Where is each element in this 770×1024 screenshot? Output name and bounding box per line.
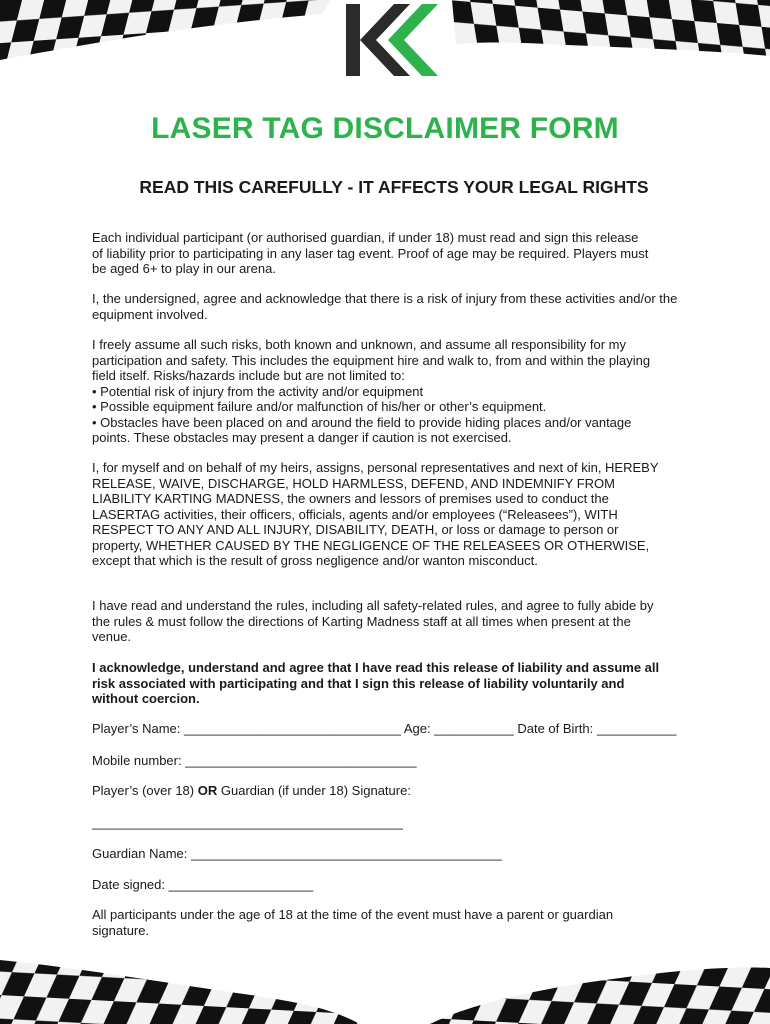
player-name-field[interactable]: ______________________________	[184, 721, 401, 736]
intro-paragraph: Each individual participant (or authorised guardian, if under 18) must read and sign this release of liability prior to participating in any laser tag event. Proof of age may be required. Players must be aged 6+ to play in our arena.	[92, 230, 649, 276]
signature-label-post: Guardian (if under 18) Signature:	[220, 783, 411, 798]
checkered-flag-top-right	[448, 0, 770, 62]
kk-logo	[344, 2, 440, 78]
bold-acknowledgement: I acknowledge, understand and agree that I have read this release of liability and assume all risk associated with participating and that I sign this release of liability voluntarily and without coercion.	[92, 660, 660, 706]
mobile-line	[92, 753, 417, 769]
date-signed-label: Date signed:	[92, 877, 165, 892]
guardian-name-label: Guardian Name:	[92, 846, 188, 861]
dob-field[interactable]: ___________	[596, 721, 677, 736]
signature-label-or: OR	[197, 783, 218, 798]
guardian-name-field[interactable]: ___________________________________________	[191, 846, 502, 861]
player-name-label: Player’s Name:	[92, 721, 181, 736]
release-paragraph: I, for myself and on behalf of my heirs, assigns, personal representatives and next of kin, HEREBY RELEASE, WAIVE, DISCHARGE, HOLD HARMLESS, DEFEND, AND INDEMNIFY FROM LIABILITY KARTING MADNESS, the owners and lessors of premises used to conduct the LASERTAG activities, their officers, officials, agents and/or employees (“Releasees”), WITH RESPECT TO ANY AND ALL INJURY, DISABILITY, DEATH, or loss or damage to person or property, WHETHER CAUSED BY THE NEGLIGENCE OF THE RELEASEES OR OTHERWISE, except that which is the result of gross negligence and/or wanton misconduct.	[92, 460, 659, 568]
player-details-line	[92, 721, 676, 737]
age-label: Age:	[403, 721, 431, 736]
guardian-line	[92, 846, 502, 862]
risks-intro: I freely assume all such risks, both known and unknown, and assume all responsibility for my participation and safety. This includes the equipment hire and walk to, from and within the playing field itself. Risks/hazards include but are not limited to:	[92, 337, 651, 383]
checkered-flag-bottom	[0, 948, 770, 1024]
date-signed-field[interactable]: ____________________	[168, 877, 314, 892]
signature-label-line	[92, 783, 411, 799]
signature-label-pre: Player’s (over 18)	[92, 783, 195, 798]
dob-label: Date of Birth:	[517, 721, 594, 736]
checkered-flag-top-left	[0, 0, 330, 62]
rules-paragraph: I have read and understand the rules, including all safety-related rules, and agree to fully abide by the rules & must follow the directions of Karting Madness staff at all times when present at the venue.	[92, 598, 654, 644]
footer-note: All participants under the age of 18 at the time of the event must have a parent or guardian signature.	[92, 907, 614, 938]
risk-item: • Possible equipment failure and/or malfunction of his/her or other’s equipment.	[92, 399, 547, 414]
risks-section	[92, 337, 672, 446]
signature-line	[92, 815, 403, 831]
mobile-field[interactable]: ________________________________	[185, 753, 417, 768]
mobile-label: Mobile number:	[92, 753, 182, 768]
form-subtitle: READ THIS CAREFULLY - IT AFFECTS YOUR LEGAL RIGHTS	[139, 177, 649, 197]
signature-field[interactable]: ___________________________________________	[92, 815, 403, 830]
date-line	[92, 877, 313, 893]
risk-item: • Obstacles have been placed on and around the field to provide hiding places and/or vantage points. These obstacles may present a danger if caution is not exercised.	[92, 414, 632, 445]
age-field[interactable]: ___________	[434, 721, 514, 736]
risk-item: • Potential risk of injury from the activity and/or equipment	[92, 383, 424, 399]
form-title: LASER TAG DISCLAIMER FORM	[151, 112, 619, 145]
acknowledge-paragraph: I, the undersigned, agree and acknowledge that there is a risk of injury from these activities and/or the equipment involved.	[92, 291, 678, 322]
